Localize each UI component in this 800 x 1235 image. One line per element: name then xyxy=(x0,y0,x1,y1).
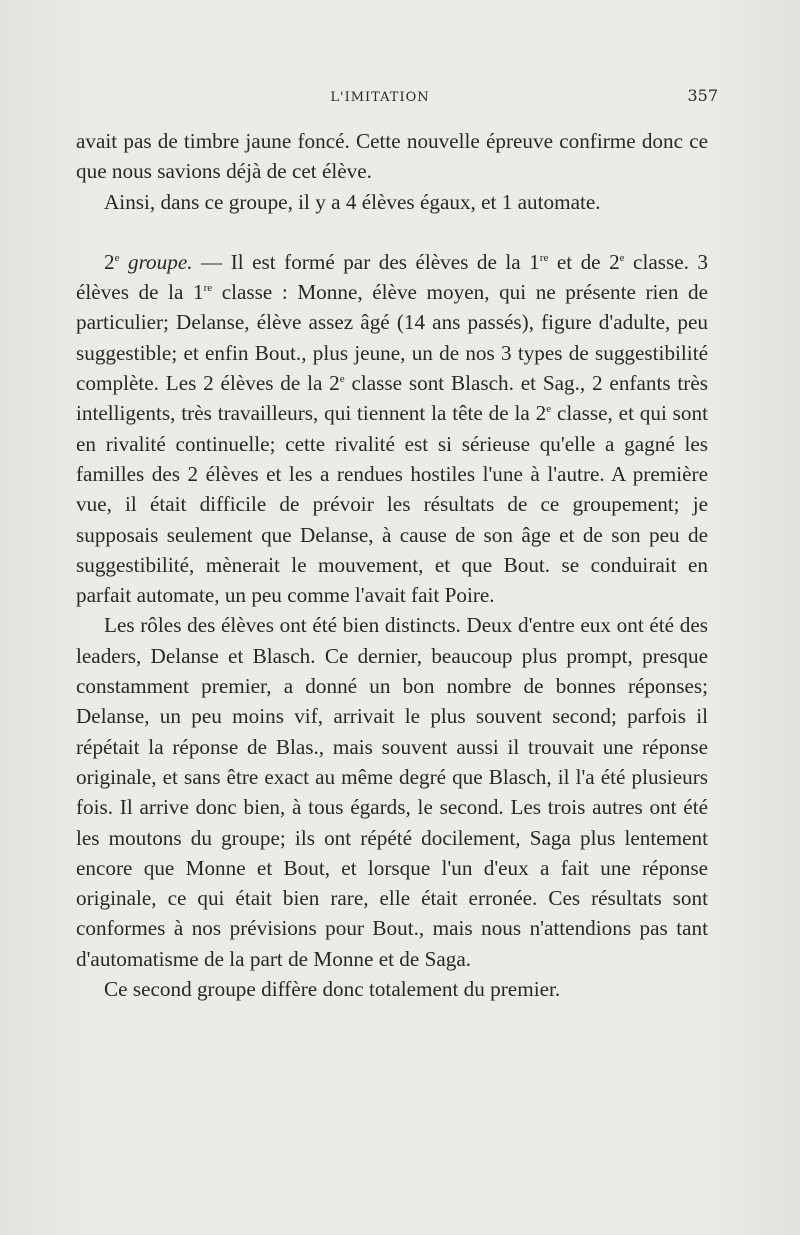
paragraph-second-group xyxy=(76,247,708,611)
superscript: e xyxy=(546,403,552,416)
paragraph-fragment: classe : Monne, élève moyen, qui ne présente rien de particulier; Delanse, élève assez âgé (14 ans passés), figure d'adulte, peu suggestible; et enfin Bout., plus jeune, un de nos 3 types de suggestibilité complète. Les 2 élèves de la 2 xyxy=(76,280,708,396)
paragraph-group-one-summary: Ainsi, dans ce groupe, il y a 4 élèves égaux, et 1 automate. xyxy=(104,189,601,214)
superscript: e xyxy=(619,251,625,264)
group-title: groupe. xyxy=(127,249,193,274)
paragraph-fragment: et de 2 xyxy=(548,249,620,274)
paragraph-fragment: — Il est formé par des élèves de la 1 xyxy=(192,249,540,274)
paragraph-conclusion: Ce second groupe diffère donc totalement du premier. xyxy=(104,977,561,1002)
superscript: e xyxy=(339,373,345,386)
paragraph-fragment: classe, et qui sont en rivalité continuelle; cette rivalité est si sérieuse qu'elle a gagné les familles des 2 élèves et les a rendues hostiles l'une à l'autre. A première vue, il était difficile de prévoir les résultats de ce groupement; je supposais seulement que Delanse, à cause de son âge et de son peu de suggestibilité, mènerait le mouvement, et que Bout. se conduirait en parfait automate, un peu comme l'avait fait Poire. xyxy=(76,401,709,608)
group-number-superscript: e xyxy=(114,251,120,264)
group-number: 2 xyxy=(104,249,115,274)
running-title: L'IMITATION xyxy=(330,90,430,105)
superscript: re xyxy=(203,282,213,295)
superscript: re xyxy=(539,251,549,264)
paragraph-roles: Les rôles des élèves ont été bien distincts. Deux d'entre eux ont été des leaders, Delanse et Blasch. Ce dernier, beaucoup plus prompt, presque constamment premier, a donné un bon nombre de bonnes réponses; Delanse, un peu moins vif, arrivait le plus souvent second; parfois il répétait la réponse de Blas., mais souvent aussi il trouvait une réponse originale, et sans être exact au même degré que Blasch, il l'a été plusieurs fois. Il arrive donc bien, à tous égards, le second. Les trois autres ont été les moutons du groupe; ils ont répété docilement, Saga plus lentement encore que Monne et Bout, et lorsque l'un d'eux a fait une réponse originale, ce qui était bien rare, elle était erronée. Ces résultats sont conformes à nos prévisions pour Bout., mais nous n'attendions pas tant d'automatisme de la part de Monne et de Saga. xyxy=(76,613,708,971)
paragraph-fragment: classe sont Blasch. et Sag., 2 enfants très intelligents, très travailleurs, qui tiennent la tête de la 2 xyxy=(76,371,708,426)
page-number: 357 xyxy=(687,86,718,105)
running-head xyxy=(70,86,718,110)
paragraph-fragment: classe. 3 élèves de la 1 xyxy=(76,249,709,305)
paragraph-continued: avait pas de timbre jaune foncé. Cette nouvelle épreuve confirme donc ce que nous savions déjà de cet élève. xyxy=(76,129,708,184)
body-text xyxy=(76,126,708,1004)
section-spacer xyxy=(76,217,708,247)
